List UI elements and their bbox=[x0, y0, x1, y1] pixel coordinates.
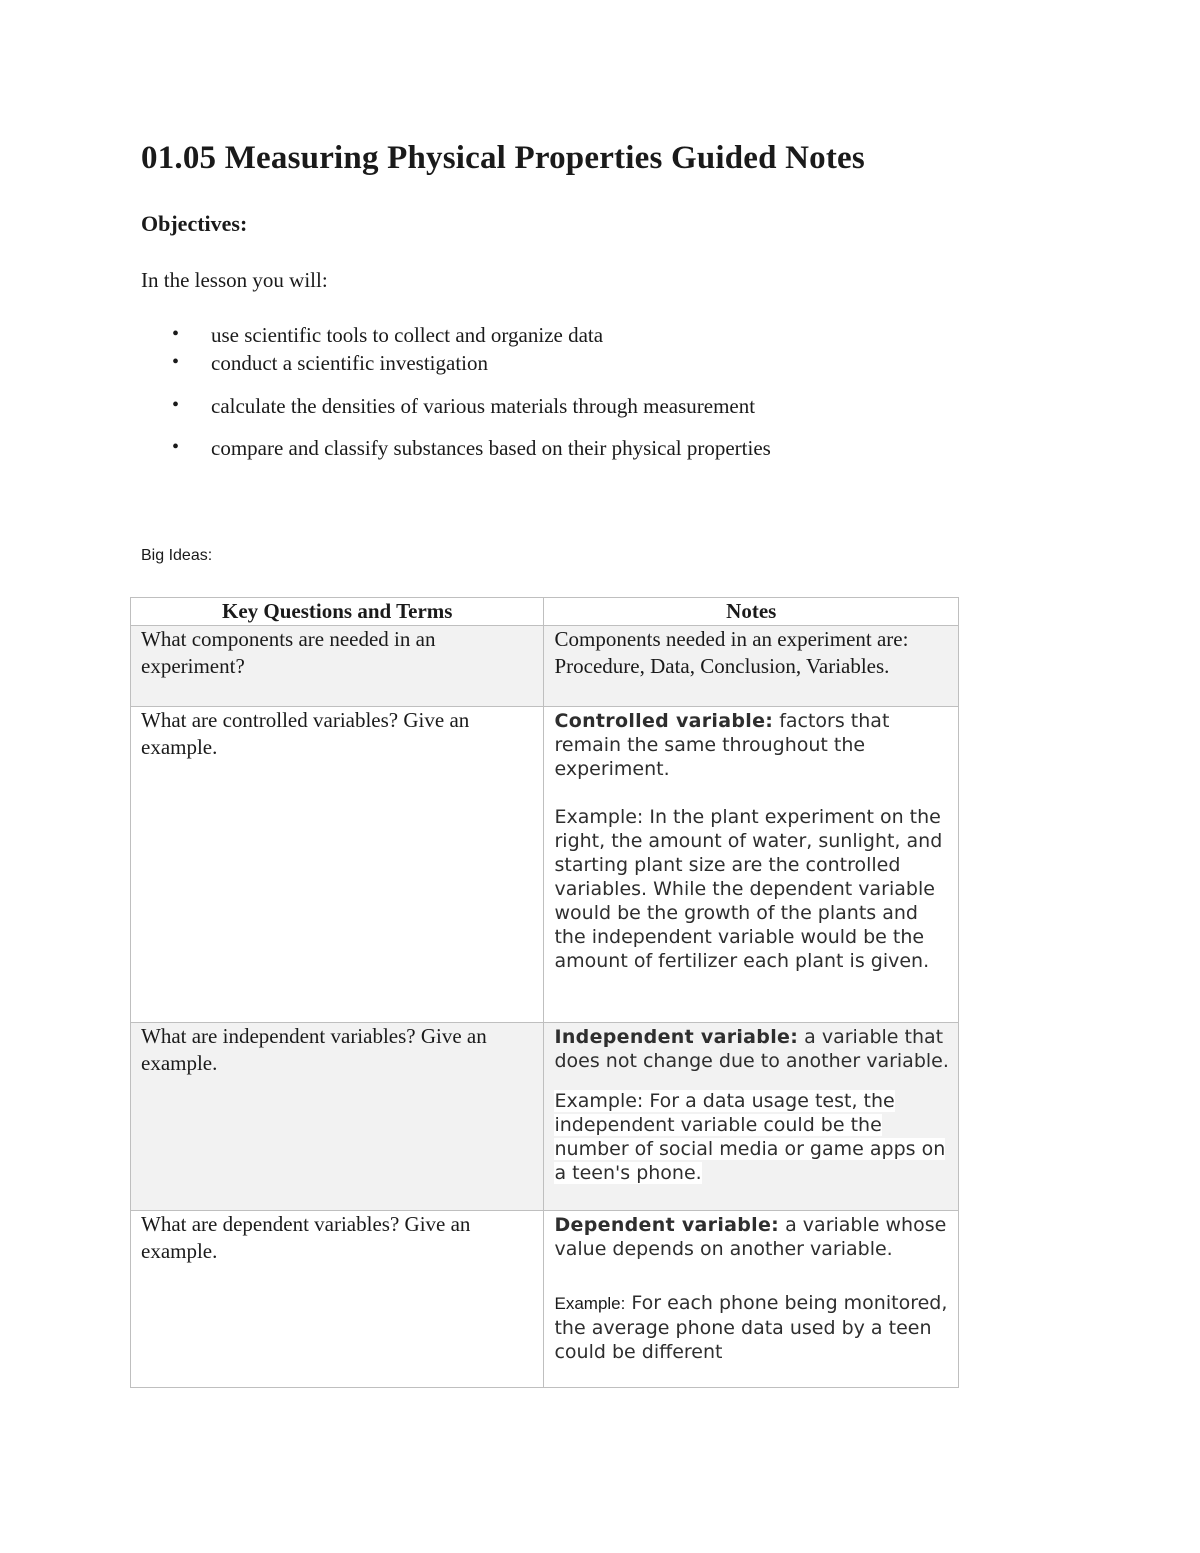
definition-paragraph bbox=[554, 1213, 952, 1261]
big-ideas-heading: Big Ideas: bbox=[141, 547, 213, 564]
objective-text: conduct a scientific investigation bbox=[211, 351, 488, 375]
definition-text: a variable whose value depends on another variable. bbox=[554, 1214, 947, 1260]
guided-notes-table bbox=[130, 597, 959, 1388]
question-text: What are dependent variables? Give an example. bbox=[141, 1212, 471, 1263]
header-key-questions: Key Questions and Terms bbox=[131, 598, 544, 626]
document-title: 01.05 Measuring Physical Properties Guided Notes bbox=[141, 140, 865, 176]
bullet-icon: • bbox=[172, 394, 180, 416]
objectives-heading: Objectives: bbox=[141, 211, 248, 236]
question-text: What are controlled variables? Give an example. bbox=[141, 708, 470, 759]
definition-paragraph bbox=[554, 1025, 952, 1073]
definition-text: a variable that does not change due to another variable. bbox=[554, 1026, 949, 1072]
definition-paragraph bbox=[554, 709, 952, 781]
notes-cell bbox=[544, 1211, 959, 1388]
term-label: Independent variable: bbox=[554, 1026, 799, 1048]
header-notes: Notes bbox=[544, 598, 959, 626]
example-label: Example: bbox=[554, 1294, 626, 1313]
table-row bbox=[131, 1211, 959, 1388]
question-text: What are independent variables? Give an example. bbox=[141, 1024, 487, 1075]
question-text: What components are needed in an experiment? bbox=[141, 627, 436, 678]
table-header-row bbox=[131, 598, 959, 626]
question-cell bbox=[131, 1023, 544, 1211]
notes-cell bbox=[544, 707, 959, 1023]
objective-text: compare and classify substances based on their physical properties bbox=[211, 436, 771, 460]
table-row bbox=[131, 1023, 959, 1211]
term-label: Controlled variable: bbox=[554, 710, 774, 732]
bullet-icon: • bbox=[172, 323, 180, 345]
notes-cell bbox=[544, 626, 959, 707]
notes-cell bbox=[544, 1023, 959, 1211]
question-cell bbox=[131, 707, 544, 1023]
table-row bbox=[131, 707, 959, 1023]
lesson-intro: In the lesson you will: bbox=[141, 268, 328, 292]
bullet-icon: • bbox=[172, 436, 180, 458]
objective-text: calculate the densities of various materials through measurement bbox=[211, 394, 756, 418]
example-text: Example: For a data usage test, the independent variable could be the number of social media or game apps on a teen's phone. bbox=[554, 1090, 946, 1184]
question-cell bbox=[131, 626, 544, 707]
example-paragraph bbox=[554, 1291, 952, 1364]
definition-text: factors that remain the same throughout the experiment. bbox=[554, 710, 890, 780]
example-text: For each phone being monitored, the average phone data used by a teen could be different bbox=[554, 1292, 948, 1363]
example-text: Example: In the plant experiment on the right, the amount of water, sunlight, and starting plant size are the controlled variables. While the dependent variable would be the growth of the plants and the independent variable would be the amount of fertilizer each plant is given. bbox=[554, 806, 943, 972]
note-text: Components needed in an experiment are: Procedure, Data, Conclusion, Variables. bbox=[554, 627, 909, 678]
term-label: Dependent variable: bbox=[554, 1214, 780, 1236]
table-row bbox=[131, 626, 959, 707]
bullet-icon: • bbox=[172, 351, 180, 373]
question-cell bbox=[131, 1211, 544, 1388]
objective-text: use scientific tools to collect and organize data bbox=[211, 323, 604, 347]
